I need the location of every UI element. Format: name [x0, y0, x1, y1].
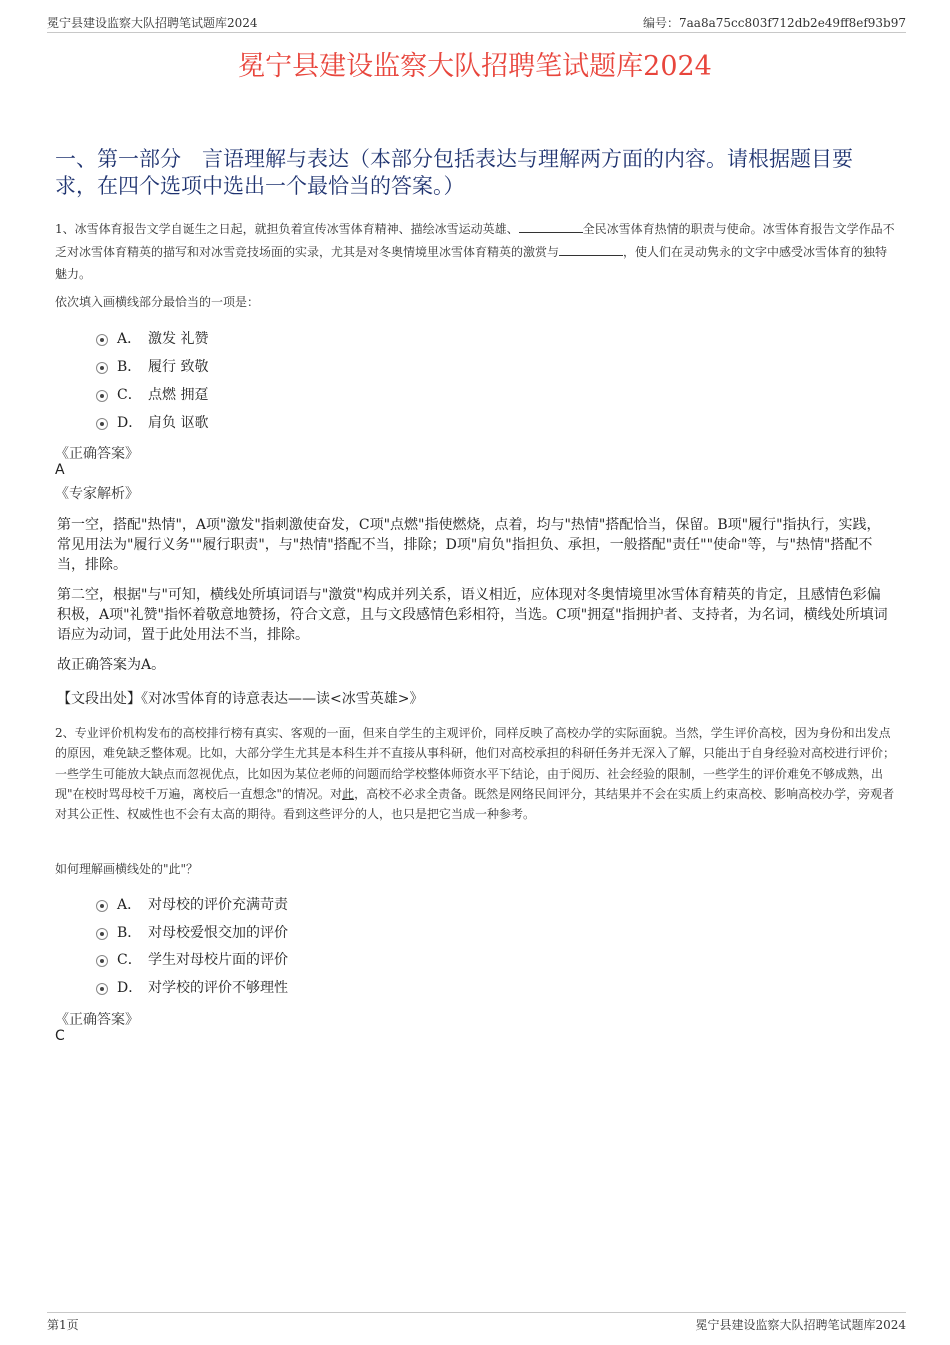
question-1-text-part-3: ，使人们在灵动隽永的文字中感受冰雪体育的独特魅力。 [55, 244, 888, 281]
q1-analysis-conclusion: 故正确答案为A。 [57, 657, 166, 673]
question-2-text-part-1: 2、专业评价机构发布的高校排行榜有真实、客观的一面，但来自学生的主观评价，同样反映了高校办学的实际面貌。当然，学生评价高校，因为身份和出发点的原因，难免缺乏整体观。比如，大部分学生尤其是本科生并不直接从事科研，他们对高校承担的科研任务并无深入了解，只能出于自身经验对高校进行评价；一些学生可能放大缺点而忽视优点，比如因为某位老师的问题而给学校整体师资水平下结论，由于阅历、社会经验的限制，一些学生的评价难免不够成熟，出现"在校时骂母校千万遍，离校后一直想念"的情况。对 [55, 726, 896, 801]
option-text: 履行 致敬 [148, 359, 209, 375]
option-letter: C． [117, 387, 142, 403]
question-1-text-part-2: 全民冰雪体育热情的职责与使命。冰雪体育报告文学作品不乏对冰雪体育精英的描写和对冰雪竞技场面的实录，尤其是对冬奥情境里冰雪体育精英的激赏与 [55, 222, 895, 259]
radio-icon[interactable] [96, 418, 108, 430]
header-doc-title: 冕宁县建设监察大队招聘笔试题库2024 [47, 16, 258, 30]
option-letter: D． [117, 980, 143, 996]
page-title: 冕宁县建设监察大队招聘笔试题库2024 [238, 51, 712, 82]
header-doc-id: 编号：7aa8a75cc803f712db2e49ff8ef93b97 [643, 16, 906, 30]
q1-analysis-paragraph-1: 第一空，搭配"热情"，A项"激发"指刺激使奋发，C项"点燃"指使燃烧，点着，均与"热情"搭配恰当，保留。B项"履行"指执行，实践，常见用法为"履行义务""履行职责"，与"热情"搭配不当，排除；D项"肩负"指担负、承担，一般搭配"责任""使命"等，与"热情"搭配不当，排除。 [57, 517, 881, 573]
option-letter: A． [117, 331, 142, 347]
option-text: 对母校爱恨交加的评价 [148, 925, 288, 941]
underlined-word: 此 [342, 786, 355, 801]
footer-doc-title: 冕宁县建设监察大队招聘笔试题库2024 [695, 1318, 906, 1332]
option-text: 对母校的评价充满苛责 [148, 897, 288, 913]
page-number: 第1页 [47, 1318, 79, 1332]
radio-icon[interactable] [96, 900, 108, 912]
option-letter: B． [117, 925, 142, 941]
q1-answer-label: 《正确答案》 [55, 446, 139, 462]
option-letter: D． [117, 415, 143, 431]
section-heading: 一、第一部分 言语理解与表达（本部分包括表达与理解两方面的内容。请根据题目要求，在四个选项中选出一个最恰当的答案。） [55, 147, 853, 198]
fill-blank-2 [559, 243, 623, 256]
question-2-prompt: 如何理解画横线处的"此"？ [55, 862, 199, 876]
radio-icon[interactable] [96, 390, 108, 402]
question-1-prompt: 依次填入画横线部分最恰当的一项是： [55, 295, 260, 309]
q2-answer: C [55, 1028, 65, 1044]
radio-icon[interactable] [96, 955, 108, 967]
option-text: 激发 礼赞 [148, 331, 209, 347]
option-letter: B． [117, 359, 142, 375]
option-letter: A． [117, 897, 142, 913]
option-letter: C． [117, 952, 142, 968]
q1-analysis-paragraph-2: 第二空，根据"与"可知，横线处所填词语与"激赏"构成并列关系，语义相近，应体现对冬奥情境里冰雪体育精英的肯定，且感情色彩偏积极，A项"礼赞"指怀着敬意地赞扬，符合文意，且与文段感情色彩相符，当选。C项"拥趸"指拥护者、支持者，为名词，横线处所填词语应为动词，置于此处用法不当，排除。 [57, 587, 888, 643]
fill-blank-1 [519, 220, 583, 233]
radio-icon[interactable] [96, 362, 108, 374]
question-2-text [55, 723, 895, 824]
q1-source: 【文段出处】《对冰雪体育的诗意表达——读<冰雪英雄>》 [57, 691, 424, 707]
page-header [47, 12, 906, 33]
page-footer [47, 1312, 906, 1333]
q2-answer-label: 《正确答案》 [55, 1012, 139, 1028]
option-text: 学生对母校片面的评价 [148, 952, 288, 968]
question-1-text-part-1: 1、冰雪体育报告文学自诞生之日起，就担负着宣传冰雪体育精神、描绘冰雪运动英雄、 [55, 222, 519, 236]
q1-answer: A [55, 462, 65, 478]
option-text: 肩负 讴歌 [148, 415, 209, 431]
radio-icon[interactable] [96, 928, 108, 940]
radio-icon[interactable] [96, 334, 108, 346]
question-1-text [55, 218, 895, 286]
option-text: 点燃 拥趸 [148, 387, 209, 403]
question-2-text-part-2: ，高校不必求全责备。既然是网络民间评分，其结果并不会在实质上约束高校、影响高校办学，旁观者对其公正性、权威性也不会有太高的期待。看到这些评分的人，也只是把它当成一种参考。 [55, 786, 895, 822]
radio-icon[interactable] [96, 983, 108, 995]
q1-analysis-label: 《专家解析》 [55, 486, 139, 502]
option-text: 对学校的评价不够理性 [148, 980, 288, 996]
